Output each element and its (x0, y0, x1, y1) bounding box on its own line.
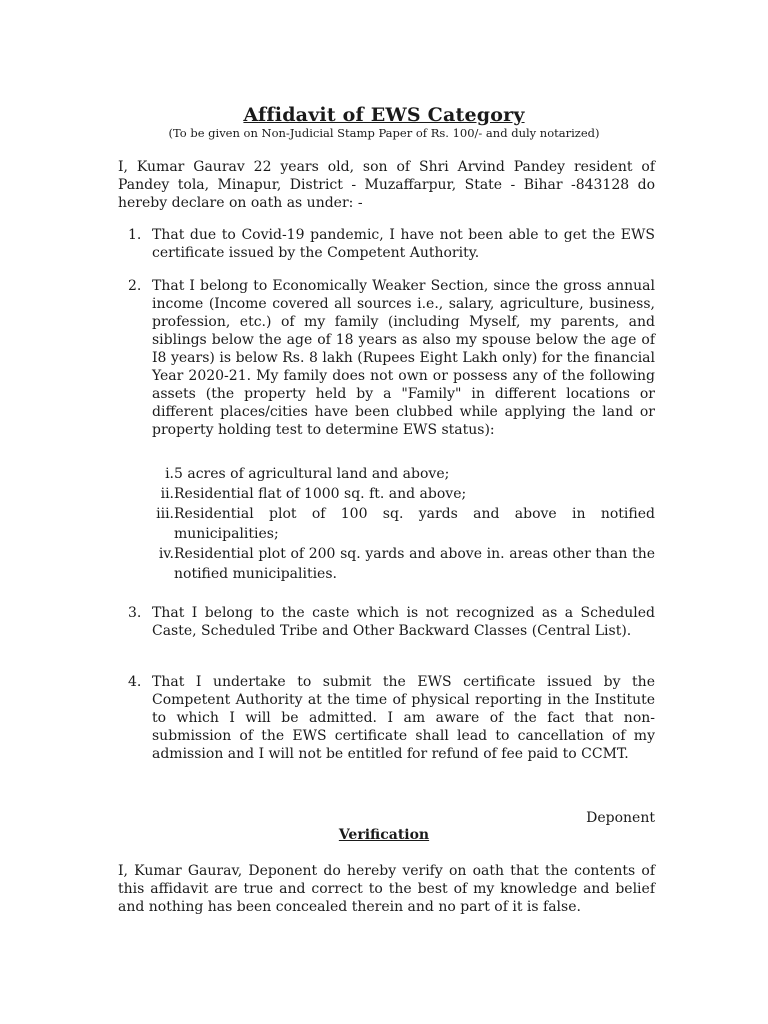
page-subtitle: (To be given on Non-Judicial Stamp Paper of Rs. 100/- and duly notarized) (168, 126, 600, 140)
list-item-1 (118, 226, 655, 262)
sub-item-iii (152, 504, 655, 544)
list-item-4 (118, 673, 655, 763)
item-number: 2. (128, 278, 142, 294)
sub-item-ii (152, 484, 655, 504)
item-text: That I belong to the caste which is not recognized as a Scheduled Caste, Scheduled Tribe and Other Backward Classes (Central List). (152, 605, 655, 639)
item-text: That I undertake to submit the EWS certificate issued by the Competent Authority at the time of physical reporting in the Institute to which I will be admitted. I am aware of the fact that non-submission of the EWS certificate shall lead to cancellation of my admission and I will not be entitled for refund of fee paid to CCMT. (152, 674, 655, 762)
sub-item-number: i. (165, 466, 174, 482)
sub-item-iv (152, 544, 655, 584)
item-number: 4. (128, 674, 142, 690)
verification-heading: Verification (338, 827, 430, 843)
sub-item-text: Residential flat of 1000 sq. ft. and above; (174, 486, 467, 502)
page-title: Affidavit of EWS Category (243, 104, 525, 126)
sub-item-text: Residential plot of 200 sq. yards and above in. areas other than the notified municipalities. (174, 546, 655, 582)
item-number: 1. (128, 227, 142, 243)
verification-paragraph: I, Kumar Gaurav, Deponent do hereby verify on oath that the contents of this affidavit are true and correct to the best of my knowledge and belief and nothing has been concealed therein and no part of it is false. (118, 863, 655, 915)
item-text: That I belong to Economically Weaker Section, since the gross annual income (Income covered all sources i.e., salary, agriculture, business, profession, etc.) of my family (including Myself, my parents, and siblings below the age of 18 years as also my spouse below the age of I8 years) is below Rs. 8 lakh (Rupees Eight Lakh only) for the financial Year 2020-21. My family does not own or possess any of the following assets (the property held by a "Family" in different locations or different places/cities have been clubbed while applying the land or property holding test to determine EWS status): (152, 278, 655, 438)
list-item-2 (118, 277, 655, 439)
sub-item-number: iv. (158, 546, 174, 562)
sub-item-number: ii. (160, 486, 174, 502)
sub-item-number: iii. (156, 506, 174, 522)
list-item-3 (118, 604, 655, 640)
sub-item-text: 5 acres of agricultural land and above; (174, 466, 450, 482)
deponent-label: Deponent (586, 810, 655, 826)
item-text: That due to Covid-19 pandemic, I have not been able to get the EWS certificate issued by the Competent Authority. (152, 227, 655, 261)
item-number: 3. (128, 605, 142, 621)
sub-item-text: Residential plot of 100 sq. yards and above in notified municipalities; (174, 506, 655, 542)
intro-paragraph: I, Kumar Gaurav 22 years old, son of Shri Arvind Pandey resident of Pandey tola, Minapur, District - Muzaffarpur, State - Bihar -843128 do hereby declare on oath as under: - (118, 159, 655, 211)
sub-item-i (152, 464, 655, 484)
